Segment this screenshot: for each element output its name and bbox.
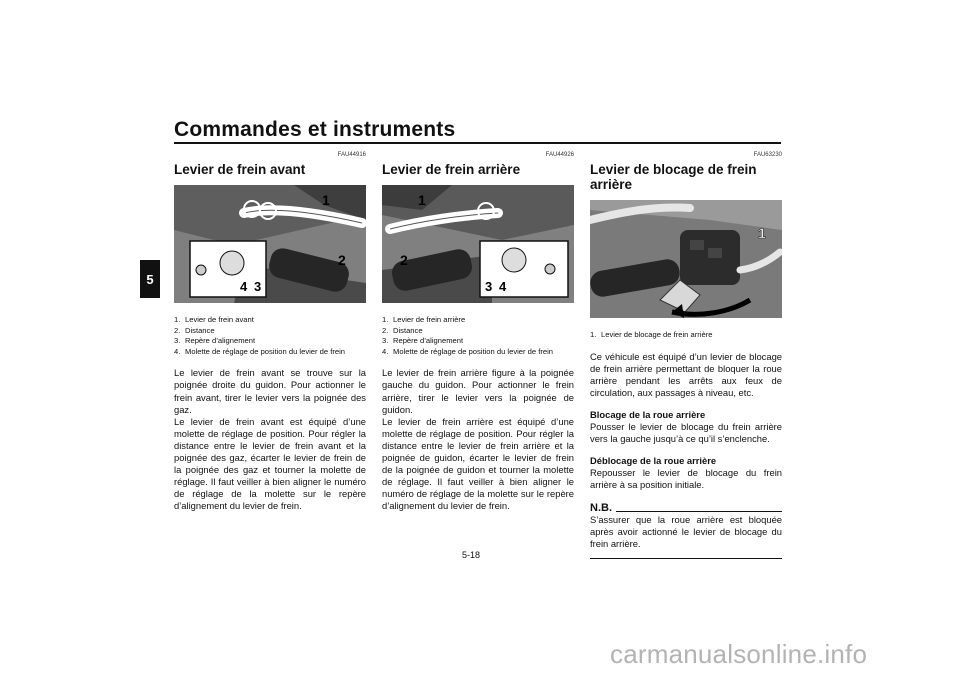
callout-1: 1 <box>418 192 426 208</box>
page-title: Commandes et instruments <box>174 118 456 141</box>
legend-item: 1. Levier de frein arrière <box>382 315 466 324</box>
page-number: 5-18 <box>462 550 481 560</box>
callout-3: 3 <box>485 279 493 294</box>
paragraph: Le levier de frein arrière est équipé d’une molette de réglage de position. Pour régler la distance entre le levier de frein arrière et la poignée de guidon, écarter le levier de frein de la poignée de guidon et tourner la molette de réglage. Il faut veiller à bien aligner le numéro de réglage de la molette sur le repère d’alignement du levier de frein. <box>382 415 574 512</box>
nb-rule <box>616 511 782 512</box>
callout-2: 2 <box>400 252 408 268</box>
section-heading: Levier de frein avant <box>174 162 306 177</box>
figure-legend <box>590 330 782 341</box>
legend-item: 3. Repère d’alignement <box>382 336 464 346</box>
column-front-brake <box>174 152 366 513</box>
watermark[interactable]: carmanualsonline.info <box>610 639 868 669</box>
figure-legend <box>382 315 574 357</box>
section-heading: Levier de blocage de frein arrière <box>590 162 757 192</box>
nb-header <box>590 502 782 514</box>
nb-text: S’assurer que la roue arrière est bloquée après avoir actionné le levier de blocage du frein arrière. <box>590 513 782 549</box>
column-brake-lock <box>590 152 782 559</box>
section-heading: Levier de frein arrière <box>382 162 521 177</box>
callout-1: 1 <box>322 192 330 208</box>
title-rule <box>174 142 781 144</box>
paragraph: Ce véhicule est équipé d’un levier de blocage de frein arrière permettant de bloquer la roue arrière pendant les arrêts aux feux de circulation, aux passages à niveau, etc. <box>590 350 782 398</box>
legend-item: 2. Distance <box>174 325 215 335</box>
legend-item: 3. Repère d’alignement <box>174 336 256 346</box>
legend-item: 4. Molette de réglage de position du levier de frein <box>382 346 553 356</box>
section-code: FAU44926 <box>545 152 574 158</box>
section-tab[interactable]: 5 <box>140 260 160 298</box>
paragraph: Repousser le levier de blocage du frein arrière à sa position initiale. <box>590 467 782 491</box>
nb-label: N.B. <box>590 501 612 514</box>
legend-item: 1. Levier de blocage de frein arrière <box>590 330 713 339</box>
body-text <box>174 367 366 512</box>
callout-2: 2 <box>338 252 346 268</box>
unlock-heading: Déblocage de la roue arrière <box>590 455 717 467</box>
rear-brake-figure <box>382 185 574 303</box>
paragraph: Le levier de frein avant se trouve sur la poignée droite du guidon. Pour actionner le frein avant, tirer le levier vers la poignée des gaz. <box>174 367 366 415</box>
front-brake-figure <box>174 185 366 303</box>
section-code: FAU63230 <box>753 152 782 158</box>
legend-item: 1. Levier de frein avant <box>174 315 254 324</box>
lock-heading: Blocage de la roue arrière <box>590 408 706 420</box>
column-rear-brake <box>382 152 574 513</box>
paragraph: Le levier de frein avant est équipé d’une molette de réglage de position. Pour régler la distance entre le levier de frein avant et la poignée des gaz, écarter le levier de frein de la poignée des gaz et tourner la molette de réglage. Il faut veiller à bien aligner le numéro de réglage de la molette sur le repère d’alignement du levier de frein. <box>174 415 366 512</box>
figure-legend <box>174 315 366 357</box>
callout-4: 4 <box>240 279 248 294</box>
legend-item: 4. Molette de réglage de position du levier de frein <box>174 346 345 356</box>
paragraph: Le levier de frein arrière figure à la poignée gauche du guidon. Pour actionner le frein arrière, tirer le levier vers la poignée de guidon. <box>382 367 574 415</box>
nb-end-rule <box>590 558 782 559</box>
callout-4: 4 <box>499 279 507 294</box>
brake-lock-figure <box>590 200 782 318</box>
callout-1: 1 <box>758 225 766 241</box>
body-text <box>382 367 574 512</box>
body-text <box>590 351 782 559</box>
section-code: FAU44916 <box>337 152 366 158</box>
paragraph: Pousser le levier de blocage du frein arrière vers la gauche jusqu’à ce qu’il s’enclenche. <box>590 421 782 445</box>
callout-3: 3 <box>254 279 262 294</box>
legend-item: 2. Distance <box>382 325 423 335</box>
